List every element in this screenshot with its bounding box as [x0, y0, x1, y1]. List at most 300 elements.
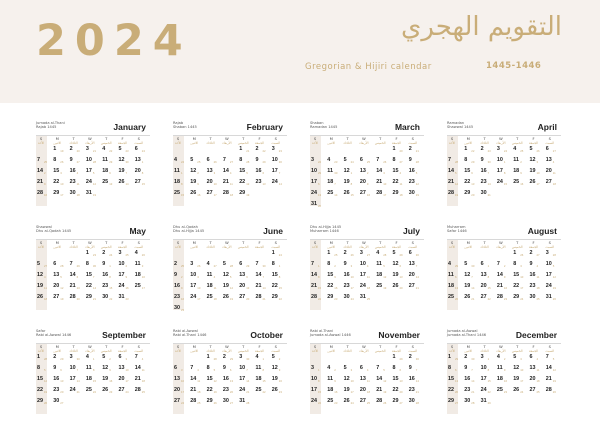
gregorian-date: 24	[480, 387, 487, 393]
weekday-label-arabic: الاثنين	[327, 141, 336, 146]
hijri-date: 28	[415, 160, 419, 164]
day-cell	[529, 365, 545, 376]
hijri-date: 3	[197, 275, 199, 279]
month-february	[173, 118, 287, 206]
hijri-date: 20	[455, 297, 459, 301]
weekday-header	[405, 241, 421, 249]
day-cell	[447, 387, 463, 398]
gregorian-date: 29	[37, 398, 43, 404]
day-cell	[512, 179, 528, 190]
gregorian-date: 19	[343, 387, 350, 393]
day-cell	[359, 387, 375, 398]
gregorian-date: 24	[190, 294, 197, 300]
gregorian-date: 16	[255, 168, 262, 174]
gregorian-date: 29	[206, 398, 213, 404]
hijri-date: 10	[383, 182, 387, 186]
weekday-label-arabic: الأربعاء	[85, 245, 95, 250]
weekday-label-arabic: الجمعة	[528, 245, 538, 250]
hijri-date: 9	[334, 275, 336, 279]
gregorian-date: 15	[464, 168, 471, 174]
gregorian-date: 30	[222, 398, 229, 404]
day-cell	[408, 261, 424, 272]
gregorian-date: 13	[53, 272, 60, 278]
gregorian-date: 6	[239, 261, 243, 267]
hijri-date: 26	[383, 401, 387, 405]
gregorian-date: 17	[359, 272, 366, 278]
day-cell	[480, 179, 496, 190]
day-cell	[238, 146, 254, 157]
weekday-header	[526, 241, 542, 249]
gregorian-date: 21	[37, 179, 43, 185]
gregorian-date: 15	[448, 376, 454, 382]
day-cell	[359, 168, 375, 179]
gregorian-date: 15	[206, 376, 213, 382]
gregorian-date: 15	[271, 272, 278, 278]
hijri-date: 28	[552, 253, 556, 257]
hijri-months-label: Ramadan Shawwal 1445	[447, 121, 474, 130]
gregorian-date: 18	[448, 283, 454, 289]
weekday-label-arabic: الجمعة	[391, 349, 401, 354]
hijri-date: 2	[503, 264, 506, 268]
gregorian-date: 14	[376, 376, 383, 382]
gregorian-date: 10	[190, 272, 197, 278]
gregorian-date: 17	[311, 387, 317, 393]
weekday-header	[268, 137, 284, 145]
gregorian-date: 5	[37, 261, 40, 267]
gregorian-date: 6	[480, 261, 484, 267]
month-name: October	[250, 330, 283, 340]
hijri-date: 23	[278, 390, 282, 394]
weekday-header	[203, 345, 219, 353]
weekday-label: T	[516, 345, 519, 349]
gregorian-date: 26	[343, 190, 350, 196]
hijri-date: 9	[125, 275, 128, 279]
day-cell	[189, 387, 205, 398]
weekday-header	[477, 345, 493, 353]
gregorian-date: 18	[513, 168, 520, 174]
day-cell	[310, 283, 326, 294]
hijri-date: 16	[181, 297, 185, 301]
hijri-date: 21	[471, 390, 475, 394]
gregorian-date: 2	[480, 146, 484, 152]
gregorian-date: 19	[464, 283, 471, 289]
hijri-date: 25	[334, 253, 338, 257]
hijri-date: 14	[92, 286, 97, 290]
gregorian-date: 19	[392, 272, 399, 278]
weekday-label: W	[88, 241, 92, 245]
day-cell	[173, 305, 189, 316]
gregorian-date: 4	[448, 261, 451, 267]
hijri-months-label: Shaban Ramadan 1445	[310, 121, 338, 130]
weekday-label-arabic: الأحد	[448, 141, 456, 146]
hijri-date: 24	[350, 297, 354, 301]
hijri-date: 24	[350, 401, 354, 405]
hijri-date: 2	[125, 264, 128, 268]
month-june	[173, 222, 287, 310]
day-cell	[118, 294, 134, 305]
hijri-date: 30	[76, 357, 80, 361]
gregorian-date: 21	[448, 179, 454, 185]
gregorian-date: 11	[513, 157, 519, 163]
day-cell	[85, 387, 101, 398]
day-cell	[238, 398, 254, 409]
day-cell	[343, 261, 359, 272]
day-cell	[36, 294, 52, 305]
weekday-label: S	[39, 345, 43, 349]
day-cell	[496, 146, 512, 157]
gregorian-date: 15	[392, 168, 399, 174]
gregorian-date: 27	[359, 398, 366, 404]
divider	[447, 343, 561, 344]
day-cell	[222, 261, 238, 272]
weekday-header	[444, 345, 460, 353]
weekday-label-arabic: الجمعة	[528, 141, 538, 146]
gregorian-date: 31	[311, 201, 317, 207]
day-cell	[222, 272, 238, 283]
gregorian-date: 24	[311, 398, 317, 404]
gregorian-date: 11	[174, 168, 180, 174]
gregorian-date: 10	[118, 261, 125, 267]
weekday-header	[170, 345, 186, 353]
day-cell	[512, 261, 528, 272]
gregorian-date: 17	[118, 272, 125, 278]
gregorian-date: 27	[545, 179, 552, 185]
gregorian-date: 9	[53, 365, 57, 371]
hijri-date: 30	[487, 160, 491, 164]
day-cell	[255, 294, 271, 305]
hijri-date: 30	[415, 253, 419, 257]
hijri-date: 13	[399, 379, 403, 383]
gregorian-date: 8	[206, 365, 210, 371]
hijri-date: 12	[229, 286, 234, 290]
gregorian-date: 1	[513, 250, 517, 256]
weekday-label-arabic: الثلاثاء	[69, 141, 78, 146]
hijri-date: 1	[278, 264, 281, 268]
weekday-label-arabic: السبت	[271, 245, 281, 250]
gregorian-date: 12	[222, 272, 229, 278]
weekday-label: T	[483, 241, 486, 245]
hijri-date: 27	[455, 401, 459, 405]
weekday-header	[66, 137, 82, 145]
gregorian-date: 5	[271, 354, 275, 360]
gregorian-date: 22	[206, 387, 213, 393]
hijri-date: 23	[334, 297, 338, 301]
weekday-header	[115, 137, 131, 145]
gregorian-date: 24	[239, 387, 246, 393]
weekday-label: T	[209, 241, 212, 245]
hijri-date: 19	[552, 379, 556, 383]
day-cell	[206, 261, 222, 272]
hijri-date: 16	[503, 286, 508, 290]
weekday-header	[66, 241, 82, 249]
hijri-date: 19	[383, 390, 387, 394]
hijri-date: 10	[181, 379, 185, 383]
day-cell	[52, 365, 68, 376]
gregorian-date: 13	[480, 272, 487, 278]
hijri-date: 29	[455, 264, 459, 268]
gregorian-date: 11	[327, 168, 333, 174]
weekday-label: S	[39, 241, 43, 245]
day-cell	[271, 250, 287, 261]
gregorian-date: 25	[513, 179, 520, 185]
day-cell	[69, 294, 85, 305]
hijri-date: 19	[44, 390, 48, 394]
hijri-date: 23	[334, 160, 338, 164]
gregorian-date: 2	[464, 354, 468, 360]
day-cell	[222, 365, 238, 376]
hijri-date: 7	[278, 171, 281, 175]
day-cell	[496, 354, 512, 365]
gregorian-date: 24	[271, 179, 278, 185]
weekday-label: M	[466, 241, 470, 245]
hijri-date: 10	[141, 275, 145, 279]
day-cell	[512, 376, 528, 387]
hijri-date: 23	[92, 253, 97, 257]
day-cell	[189, 179, 205, 190]
day-cell	[271, 157, 287, 168]
gregorian-date: 17	[545, 272, 552, 278]
gregorian-date: 21	[376, 387, 383, 393]
gregorian-date: 10	[85, 157, 92, 163]
gregorian-date: 14	[255, 272, 262, 278]
day-cell	[343, 283, 359, 294]
weekday-header	[66, 345, 82, 353]
gregorian-date: 18	[327, 179, 334, 185]
hijri-date: 21	[76, 390, 80, 394]
day-cell	[545, 283, 561, 294]
hijri-date: 2	[520, 160, 522, 164]
hijri-date: 11	[229, 182, 233, 186]
gregorian-date: 11	[496, 365, 503, 371]
day-cell	[101, 250, 117, 261]
weekday-header	[82, 241, 98, 249]
hijri-date: 4	[229, 171, 232, 175]
weekday-label-arabic: الخميس	[237, 245, 249, 250]
gregorian-date: 14	[311, 272, 317, 278]
hijri-date: 2	[503, 357, 506, 361]
day-cell	[52, 354, 68, 365]
gregorian-date: 13	[359, 376, 366, 382]
day-cell	[52, 168, 68, 179]
weekday-label-arabic: الاثنين	[190, 141, 199, 146]
hijri-date: 9	[181, 286, 183, 290]
hijri-date: 25	[366, 297, 371, 301]
gregorian-date: 26	[37, 294, 43, 300]
day-cell	[52, 179, 68, 190]
day-cell	[392, 190, 408, 201]
hijri-date: 20	[229, 390, 234, 394]
day-cell	[359, 157, 375, 168]
weekday-header	[235, 345, 251, 353]
gregorian-date: 17	[311, 179, 317, 185]
gregorian-date: 4	[513, 146, 517, 152]
hijri-date: 1	[350, 171, 353, 175]
hijri-date: 6	[455, 275, 457, 279]
hijri-date: 28	[415, 401, 419, 405]
gregorian-date: 9	[255, 157, 259, 163]
day-cell	[222, 283, 238, 294]
gregorian-date: 1	[37, 354, 40, 360]
gregorian-date: 29	[85, 294, 92, 300]
day-cell	[134, 146, 150, 157]
hijri-date: 14	[415, 275, 419, 279]
day-cell	[310, 365, 326, 376]
hijri-date: 8	[487, 275, 490, 279]
hijri-date: 26	[536, 149, 540, 153]
hijri-date: 6	[229, 368, 232, 372]
hijri-date: 25	[366, 160, 371, 164]
gregorian-date: 21	[69, 283, 76, 289]
day-cell	[206, 398, 222, 409]
hijri-date: 18	[366, 390, 371, 394]
weekday-label: S	[411, 241, 414, 245]
day-cell	[480, 261, 496, 272]
weekday-label: T	[105, 137, 108, 141]
day-cell	[206, 168, 222, 179]
hijri-months-label: Jumada al-Awwal Jumada al-Thani 1446	[447, 329, 487, 338]
gregorian-date: 30	[53, 398, 60, 404]
hijri-date: 5	[455, 171, 457, 175]
hijri-date: 15	[262, 379, 266, 383]
hijri-date: 17	[383, 193, 387, 197]
gregorian-date: 9	[464, 365, 468, 371]
weekday-header	[115, 241, 131, 249]
gregorian-date: 10	[311, 168, 317, 174]
weekday-label: W	[499, 241, 503, 245]
day-cell	[238, 179, 254, 190]
gregorian-date: 16	[529, 272, 536, 278]
gregorian-date: 2	[529, 250, 533, 256]
hijri-date: 5	[552, 357, 555, 361]
hijri-date: 27	[536, 253, 540, 257]
hijri-date: 21	[415, 286, 419, 290]
weekday-label-arabic: السبت	[134, 245, 144, 250]
gregorian-date: 20	[239, 283, 246, 289]
day-cell	[447, 261, 463, 272]
gregorian-date: 23	[174, 294, 180, 300]
weekday-label: F	[258, 241, 261, 245]
day-cell	[375, 283, 391, 294]
day-cell	[408, 146, 424, 157]
day-cell	[206, 387, 222, 398]
gregorian-date: 4	[174, 157, 177, 163]
gregorian-date: 8	[392, 365, 396, 371]
gregorian-date: 27	[53, 294, 60, 300]
gregorian-date: 22	[327, 283, 334, 289]
hijri-date: 22	[92, 390, 97, 394]
day-cell	[375, 157, 391, 168]
day-cell	[69, 179, 85, 190]
month-august	[447, 222, 561, 310]
gregorian-date: 20	[174, 387, 180, 393]
day-cell	[529, 261, 545, 272]
gregorian-date: 9	[408, 365, 412, 371]
day-cell	[69, 146, 85, 157]
gregorian-date: 30	[343, 294, 350, 300]
day-cell	[359, 272, 375, 283]
hijri-date: 15	[318, 286, 322, 290]
day-cell	[326, 157, 342, 168]
hijri-date: 23	[125, 149, 129, 153]
divider	[36, 135, 150, 136]
weekday-label: S	[450, 241, 454, 245]
hijri-date: 28	[383, 253, 387, 257]
hijri-date: 21	[246, 390, 250, 394]
day-cell	[447, 294, 463, 305]
weekday-label-arabic: الأربعاء	[496, 349, 506, 354]
gregorian-date: 30	[69, 190, 76, 196]
gregorian-date: 4	[102, 146, 106, 152]
gregorian-date: 26	[529, 179, 536, 185]
weekday-header	[356, 137, 372, 145]
gregorian-date: 7	[311, 261, 314, 267]
hijri-date: 5	[415, 171, 418, 175]
hijri-date: 8	[92, 368, 95, 372]
hijri-date: 3	[213, 171, 216, 175]
hijri-date: 11	[366, 275, 370, 279]
day-cell	[52, 283, 68, 294]
day-cell	[101, 179, 117, 190]
day-cell	[408, 168, 424, 179]
gregorian-date: 11	[255, 365, 262, 371]
hijri-date: 11	[536, 368, 540, 372]
year-title: 2024	[36, 16, 192, 66]
day-cell	[463, 354, 479, 365]
hijri-date: 28	[44, 357, 48, 361]
gregorian-date: 1	[392, 354, 396, 360]
hijri-date: 24	[503, 149, 508, 153]
weekday-label: T	[346, 241, 349, 245]
weekday-label: F	[395, 345, 398, 349]
day-cell	[408, 283, 424, 294]
weekday-label-arabic: الخميس	[511, 349, 523, 354]
day-cell	[52, 376, 68, 387]
hijri-date: 15	[278, 286, 282, 290]
gregorian-date: 6	[359, 157, 363, 163]
hijri-date: 4	[197, 368, 199, 372]
weekday-label: S	[176, 345, 180, 349]
gregorian-date: 6	[206, 157, 210, 163]
day-cell	[545, 179, 561, 190]
hijri-date: 12	[552, 275, 556, 279]
day-cell	[134, 376, 150, 387]
hijri-date: 8	[262, 368, 265, 372]
weekday-label-arabic: الثلاثاء	[343, 245, 352, 250]
day-cell	[359, 250, 375, 261]
day-cell	[118, 261, 134, 272]
day-cell	[545, 168, 561, 179]
weekday-header	[526, 345, 542, 353]
hijri-date: 14	[415, 379, 419, 383]
gregorian-date: 16	[464, 376, 471, 382]
gregorian-date: 1	[448, 354, 451, 360]
weekday-label-arabic: الجمعة	[117, 349, 127, 354]
day-cell	[85, 190, 101, 201]
day-cell	[343, 272, 359, 283]
gregorian-date: 26	[118, 179, 125, 185]
day-cell	[496, 261, 512, 272]
day-cell	[118, 146, 134, 157]
gregorian-date: 31	[545, 294, 552, 300]
gregorian-date: 11	[102, 157, 108, 163]
hijri-date: 20	[76, 149, 80, 153]
weekday-label: M	[192, 137, 196, 141]
hijri-date: 24	[181, 401, 185, 405]
gregorian-date: 31	[118, 294, 125, 300]
gregorian-date: 13	[239, 272, 246, 278]
day-cell	[529, 179, 545, 190]
weekday-label: W	[88, 345, 92, 349]
